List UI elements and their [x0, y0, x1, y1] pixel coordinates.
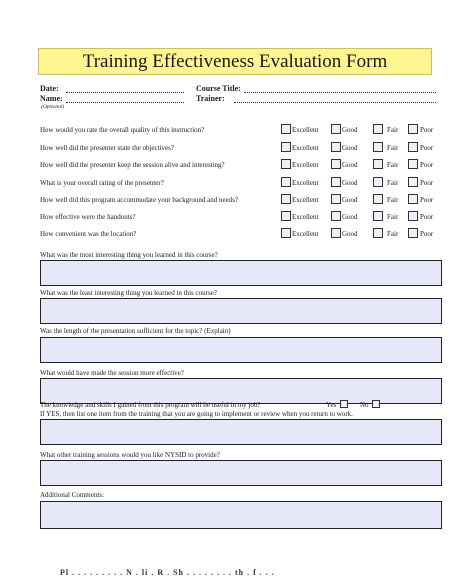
form-title-bar: [38, 48, 432, 75]
rating-question: How would you rate the overall quality of this instruction?: [40, 126, 205, 134]
answer-box-additional-comments[interactable]: [40, 501, 442, 529]
form-title: Training Effectiveness Evaluation Form: [82, 51, 388, 72]
option-good-label: Good: [342, 196, 358, 204]
rating-question: How well did the presenter state the objectives?: [40, 144, 174, 152]
option-fair-label: Fair: [387, 230, 399, 238]
checkbox-fair[interactable]: [373, 142, 383, 152]
question-implement-item: If YES, then list one item from the training that you are going to implement or review when you return to work.: [40, 410, 353, 418]
checkbox-excellent[interactable]: [281, 177, 291, 187]
checkbox-excellent[interactable]: [281, 142, 291, 152]
checkbox-poor[interactable]: [408, 211, 418, 221]
course-title-field[interactable]: [244, 92, 436, 93]
question-other-sessions: What other training sessions would you like NYSID to provide?: [40, 451, 220, 459]
option-fair-label: Fair: [387, 144, 399, 152]
option-good-label: Good: [342, 161, 358, 169]
option-fair-label: Fair: [387, 196, 399, 204]
checkbox-fair[interactable]: [373, 228, 383, 238]
name-label: Name:: [40, 94, 63, 103]
yes-label: Yes: [326, 401, 337, 409]
answer-box-most-interesting[interactable]: [40, 260, 442, 286]
trainer-label: Trainer:: [196, 94, 225, 103]
option-good-label: Good: [342, 144, 358, 152]
question-presentation-length: Was the length of the presentation sufficient for the topic? (Explain): [40, 327, 231, 335]
rating-question: How well did this program accommodate your background and needs?: [40, 196, 239, 204]
checkbox-poor[interactable]: [408, 124, 418, 134]
date-label: Date:: [40, 84, 59, 93]
option-fair-label: Fair: [387, 126, 399, 134]
course-title-label: Course Title:: [196, 84, 241, 93]
rating-question: How well did the presenter keep the session alive and interesting?: [40, 161, 225, 169]
checkbox-good[interactable]: [331, 211, 341, 221]
rating-question: How effective were the handouts?: [40, 213, 136, 221]
no-label: No: [360, 401, 369, 409]
option-poor-label: Poor: [420, 230, 434, 238]
checkbox-excellent[interactable]: [281, 228, 291, 238]
option-excellent-label: Excellent: [292, 126, 319, 134]
question-least-interesting: What was the least interesting thing you learned in this course?: [40, 289, 217, 297]
footer-text-fragment: Pl . . . . . . . . . N . li . R . Sh . . . . . . . . th . f . . .: [60, 568, 275, 577]
option-good-label: Good: [342, 179, 358, 187]
option-excellent-label: Excellent: [292, 213, 319, 221]
checkbox-excellent[interactable]: [281, 211, 291, 221]
checkbox-good[interactable]: [331, 194, 341, 204]
answer-box-least-interesting[interactable]: [40, 298, 442, 324]
checkbox-poor[interactable]: [408, 159, 418, 169]
checkbox-excellent[interactable]: [281, 124, 291, 134]
answer-box-implement-item[interactable]: [40, 419, 442, 445]
trainer-field[interactable]: [234, 102, 436, 103]
checkbox-good[interactable]: [331, 142, 341, 152]
option-poor-label: Poor: [420, 126, 434, 134]
rating-question: How convenient was the location?: [40, 230, 137, 238]
checkbox-good[interactable]: [331, 177, 341, 187]
option-excellent-label: Excellent: [292, 161, 319, 169]
additional-comments-label: Additional Comments:: [40, 491, 104, 499]
rating-question: What is your overall rating of the presenter?: [40, 179, 164, 187]
optional-label: (Optional): [41, 104, 65, 110]
checkbox-fair[interactable]: [373, 159, 383, 169]
option-excellent-label: Excellent: [292, 144, 319, 152]
option-poor-label: Poor: [420, 213, 434, 221]
option-good-label: Good: [342, 230, 358, 238]
option-poor-label: Poor: [420, 144, 434, 152]
date-field[interactable]: [66, 92, 184, 93]
checkbox-fair[interactable]: [373, 194, 383, 204]
checkbox-poor[interactable]: [408, 228, 418, 238]
checkbox-fair[interactable]: [373, 211, 383, 221]
name-field[interactable]: [66, 102, 184, 103]
checkbox-good[interactable]: [331, 124, 341, 134]
question-useful-in-job: The knowledge and skills I gained from this program will be useful in my job?: [40, 401, 261, 409]
checkbox-poor[interactable]: [408, 177, 418, 187]
option-excellent-label: Excellent: [292, 179, 319, 187]
option-fair-label: Fair: [387, 161, 399, 169]
option-good-label: Good: [342, 213, 358, 221]
option-poor-label: Poor: [420, 161, 434, 169]
option-poor-label: Poor: [420, 196, 434, 204]
checkbox-poor[interactable]: [408, 142, 418, 152]
checkbox-poor[interactable]: [408, 194, 418, 204]
option-poor-label: Poor: [420, 179, 434, 187]
question-more-effective: What would have made the session more effective?: [40, 369, 184, 377]
checkbox-excellent[interactable]: [281, 159, 291, 169]
checkbox-excellent[interactable]: [281, 194, 291, 204]
option-fair-label: Fair: [387, 213, 399, 221]
checkbox-good[interactable]: [331, 228, 341, 238]
option-excellent-label: Excellent: [292, 196, 319, 204]
checkbox-yes[interactable]: [340, 400, 348, 408]
option-excellent-label: Excellent: [292, 230, 319, 238]
answer-box-presentation-length[interactable]: [40, 337, 442, 363]
question-most-interesting: What was the most interesting thing you learned in this course?: [40, 251, 218, 259]
checkbox-no[interactable]: [372, 400, 380, 408]
checkbox-fair[interactable]: [373, 124, 383, 134]
checkbox-fair[interactable]: [373, 177, 383, 187]
option-good-label: Good: [342, 126, 358, 134]
answer-box-other-sessions[interactable]: [40, 460, 442, 486]
option-fair-label: Fair: [387, 179, 399, 187]
checkbox-good[interactable]: [331, 159, 341, 169]
